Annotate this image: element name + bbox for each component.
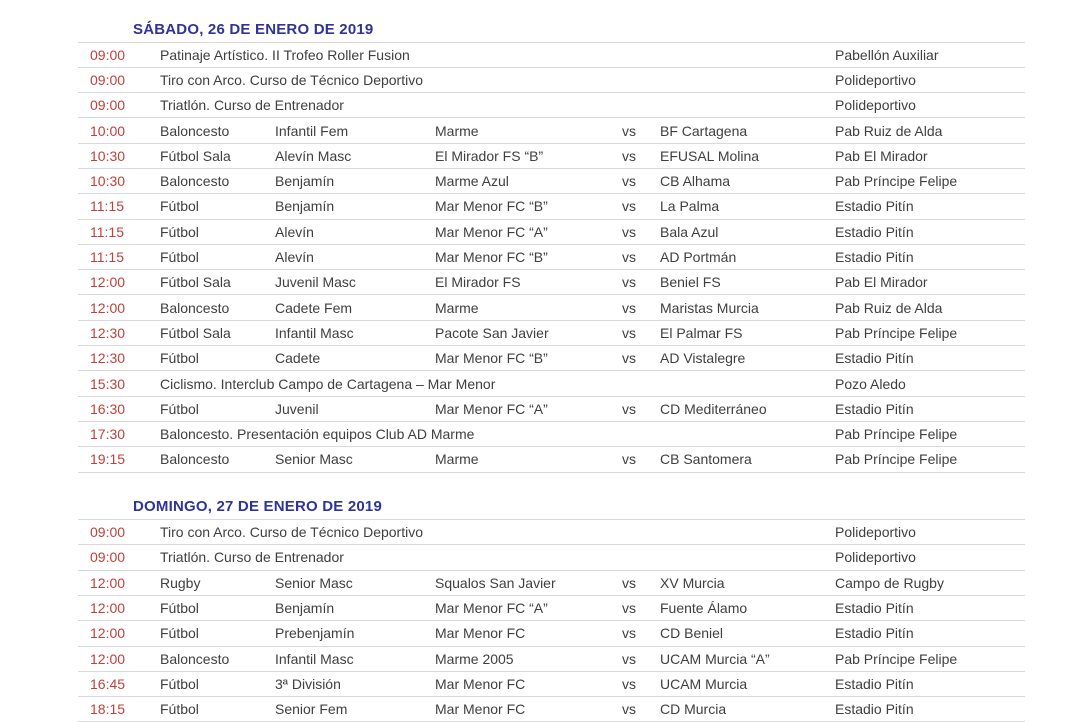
- schedule-row: [78, 570, 1025, 595]
- home-team: Mar Menor FC: [435, 701, 526, 718]
- schedule-row: [78, 421, 1025, 446]
- schedule-row: [78, 42, 1025, 67]
- event-sport: Fútbol Sala: [160, 324, 231, 341]
- event-category: Infantil Masc: [275, 650, 354, 667]
- event-venue: Campo de Rugby: [835, 574, 944, 591]
- schedule-row: [78, 67, 1025, 92]
- event-sport: Fútbol: [160, 701, 199, 718]
- event-sport: Fútbol: [160, 249, 199, 266]
- event-venue: Pab Príncipe Felipe: [835, 173, 958, 190]
- schedule-row: [78, 244, 1025, 269]
- schedule-document: [78, 17, 1025, 722]
- event-venue: Pab Príncipe Felipe: [835, 650, 958, 667]
- schedule-row: [78, 117, 1025, 142]
- event-category: Senior Masc: [275, 574, 353, 591]
- event-time: 09:00: [90, 549, 126, 566]
- event-venue: Estadio Pitín: [835, 625, 914, 642]
- home-team: Mar Menor FC “A”: [435, 400, 548, 417]
- home-team: Mar Menor FC: [435, 675, 526, 692]
- event-venue: Pozo Aledo: [835, 375, 906, 392]
- event-time: 11:15: [90, 223, 124, 240]
- event-description: Triatlón. Curso de Entrenador: [160, 97, 344, 114]
- event-time: 19:15: [90, 451, 126, 468]
- event-time: 12:00: [90, 600, 126, 617]
- event-time: 12:00: [90, 299, 126, 316]
- event-time: 12:30: [90, 324, 126, 341]
- home-team: El Mirador FS “B”: [435, 147, 544, 164]
- event-category: Juvenil Masc: [275, 274, 356, 291]
- event-venue: Estadio Pitín: [835, 675, 914, 692]
- event-category: Alevín: [275, 223, 314, 240]
- event-venue: Estadio Pitín: [835, 198, 914, 215]
- day-heading: DOMINGO, 27 DE ENERO DE 2019: [133, 498, 383, 516]
- away-team: UCAM Murcia: [660, 675, 748, 692]
- vs-label: vs: [622, 223, 636, 240]
- home-team: Squalos San Javier: [435, 574, 556, 591]
- event-category: Prebenjamín: [275, 625, 355, 642]
- vs-label: vs: [622, 299, 636, 316]
- home-team: Marme 2005: [435, 650, 514, 667]
- event-sport: Fútbol: [160, 600, 199, 617]
- schedule-sections: [78, 17, 1025, 722]
- event-venue: Estadio Pitín: [835, 400, 914, 417]
- vs-label: vs: [622, 350, 636, 367]
- schedule-row: [78, 544, 1025, 569]
- away-team: Bala Azul: [660, 223, 719, 240]
- schedule-row: [78, 696, 1025, 721]
- away-team: CB Alhama: [660, 173, 731, 190]
- away-team: CD Mediterráneo: [660, 400, 767, 417]
- event-category: Benjamín: [275, 173, 335, 190]
- event-description: Tiro con Arco. Curso de Técnico Deportivo: [160, 71, 424, 88]
- event-time: 12:00: [90, 650, 126, 667]
- schedule-row: [78, 219, 1025, 244]
- event-venue: Pab Príncipe Felipe: [835, 324, 958, 341]
- event-time: 11:15: [90, 249, 124, 266]
- event-time: 16:45: [90, 675, 126, 692]
- event-venue: Estadio Pitín: [835, 600, 914, 617]
- schedule-table: [78, 519, 1025, 722]
- event-venue: Estadio Pitín: [835, 350, 914, 367]
- schedule-row: [78, 320, 1025, 345]
- away-team: La Palma: [660, 198, 720, 215]
- away-team: Beniel FS: [660, 274, 721, 291]
- vs-label: vs: [622, 122, 636, 139]
- event-sport: Fútbol: [160, 625, 199, 642]
- vs-label: vs: [622, 400, 636, 417]
- away-team: AD Portmán: [660, 249, 737, 266]
- vs-label: vs: [622, 650, 636, 667]
- event-venue: Polideportivo: [835, 549, 916, 566]
- event-time: 10:00: [90, 122, 126, 139]
- event-sport: Baloncesto: [160, 122, 230, 139]
- schedule-row: [78, 143, 1025, 168]
- event-venue: Pabellón Auxiliar: [835, 46, 939, 63]
- event-description: Patinaje Artístico. II Trofeo Roller Fusion: [160, 46, 410, 63]
- vs-label: vs: [622, 324, 636, 341]
- event-description: Baloncesto. Presentación equipos Club AD Marme: [160, 426, 475, 443]
- home-team: Mar Menor FC “A”: [435, 223, 548, 240]
- event-time: 10:30: [90, 173, 126, 190]
- vs-label: vs: [622, 274, 636, 291]
- schedule-row: [78, 92, 1025, 117]
- event-venue: Pab El Mirador: [835, 274, 928, 291]
- event-time: 10:30: [90, 147, 126, 164]
- away-team: UCAM Murcia “A”: [660, 650, 770, 667]
- event-sport: Baloncesto: [160, 650, 230, 667]
- event-sport: Rugby: [160, 574, 201, 591]
- away-team: Maristas Murcia: [660, 299, 759, 316]
- event-time: 12:00: [90, 274, 126, 291]
- home-team: Marme: [435, 299, 479, 316]
- vs-label: vs: [622, 675, 636, 692]
- event-sport: Fútbol: [160, 675, 199, 692]
- schedule-row: [78, 345, 1025, 370]
- vs-label: vs: [622, 600, 636, 617]
- event-venue: Polideportivo: [835, 524, 916, 541]
- vs-label: vs: [622, 701, 636, 718]
- vs-label: vs: [622, 625, 636, 642]
- home-team: Mar Menor FC “B”: [435, 249, 548, 266]
- vs-label: vs: [622, 249, 636, 266]
- event-category: Senior Masc: [275, 451, 353, 468]
- away-team: CD Beniel: [660, 625, 724, 642]
- day-section: [78, 495, 1025, 722]
- day-heading: SÁBADO, 26 DE ENERO DE 2019: [133, 20, 374, 38]
- event-time: 17:30: [90, 426, 126, 443]
- event-sport: Fútbol: [160, 223, 199, 240]
- event-category: Infantil Fem: [275, 122, 349, 139]
- event-venue: Estadio Pitín: [835, 701, 914, 718]
- event-venue: Pab Ruiz de Alda: [835, 122, 943, 139]
- away-team: CB Santomera: [660, 451, 752, 468]
- event-category: Benjamín: [275, 600, 335, 617]
- schedule-table: [78, 42, 1025, 473]
- event-time: 09:00: [90, 71, 126, 88]
- schedule-row: [78, 168, 1025, 193]
- home-team: Marme: [435, 451, 479, 468]
- schedule-row: [78, 646, 1025, 671]
- schedule-row: [78, 519, 1025, 544]
- home-team: Mar Menor FC: [435, 625, 526, 642]
- event-time: 12:30: [90, 350, 126, 367]
- event-category: Alevín: [275, 249, 314, 266]
- home-team: Mar Menor FC “A”: [435, 600, 548, 617]
- event-description: Triatlón. Curso de Entrenador: [160, 549, 344, 566]
- event-venue: Pab Ruiz de Alda: [835, 299, 943, 316]
- away-team: EFUSAL Molina: [660, 147, 760, 164]
- home-team: Marme Azul: [435, 173, 509, 190]
- event-category: 3ª División: [275, 675, 341, 692]
- event-category: Cadete Fem: [275, 299, 353, 316]
- event-category: Infantil Masc: [275, 324, 354, 341]
- event-venue: Pab Príncipe Felipe: [835, 426, 958, 443]
- event-venue: Pab El Mirador: [835, 147, 928, 164]
- home-team: Mar Menor FC “B”: [435, 198, 548, 215]
- schedule-row: [78, 396, 1025, 421]
- away-team: Fuente Álamo: [660, 600, 748, 617]
- event-sport: Fútbol: [160, 198, 199, 215]
- vs-label: vs: [622, 198, 636, 215]
- vs-label: vs: [622, 451, 636, 468]
- vs-label: vs: [622, 147, 636, 164]
- home-team: El Mirador FS: [435, 274, 521, 291]
- event-time: 15:30: [90, 375, 126, 392]
- away-team: AD Vistalegre: [660, 350, 746, 367]
- event-venue: Estadio Pitín: [835, 223, 914, 240]
- away-team: CD Murcia: [660, 701, 727, 718]
- event-time: 09:00: [90, 46, 126, 63]
- away-team: El Palmar FS: [660, 324, 743, 341]
- event-sport: Fútbol: [160, 350, 199, 367]
- event-sport: Baloncesto: [160, 451, 230, 468]
- vs-label: vs: [622, 574, 636, 591]
- day-section: [78, 17, 1025, 473]
- event-time: 18:15: [90, 701, 126, 718]
- away-team: BF Cartagena: [660, 122, 748, 139]
- event-sport: Fútbol Sala: [160, 274, 231, 291]
- event-sport: Baloncesto: [160, 299, 230, 316]
- event-venue: Polideportivo: [835, 97, 916, 114]
- event-category: Alevín Masc: [275, 147, 352, 164]
- event-time: 09:00: [90, 524, 126, 541]
- event-category: Cadete: [275, 350, 321, 367]
- schedule-row: [78, 294, 1025, 319]
- home-team: Pacote San Javier: [435, 324, 549, 341]
- vs-label: vs: [622, 173, 636, 190]
- schedule-row: [78, 193, 1025, 218]
- event-category: Juvenil: [275, 400, 319, 417]
- event-sport: Fútbol Sala: [160, 147, 231, 164]
- event-category: Benjamín: [275, 198, 335, 215]
- event-description: Ciclismo. Interclub Campo de Cartagena – Mar Menor: [160, 375, 496, 392]
- event-sport: Fútbol: [160, 400, 199, 417]
- event-venue: Polideportivo: [835, 71, 916, 88]
- away-team: XV Murcia: [660, 574, 725, 591]
- schedule-row: [78, 370, 1025, 395]
- event-category: Senior Fem: [275, 701, 348, 718]
- event-description: Tiro con Arco. Curso de Técnico Deportivo: [160, 524, 424, 541]
- event-time: 11:15: [90, 198, 124, 215]
- schedule-row: [78, 620, 1025, 645]
- event-venue: Estadio Pitín: [835, 249, 914, 266]
- schedule-row: [78, 595, 1025, 620]
- event-sport: Baloncesto: [160, 173, 230, 190]
- event-time: 09:00: [90, 97, 126, 114]
- event-time: 12:00: [90, 625, 126, 642]
- event-time: 16:30: [90, 400, 126, 417]
- schedule-row: [78, 269, 1025, 294]
- event-time: 12:00: [90, 574, 126, 591]
- event-venue: Pab Príncipe Felipe: [835, 451, 958, 468]
- schedule-row: [78, 446, 1025, 471]
- home-team: Marme: [435, 122, 479, 139]
- home-team: Mar Menor FC “B”: [435, 350, 548, 367]
